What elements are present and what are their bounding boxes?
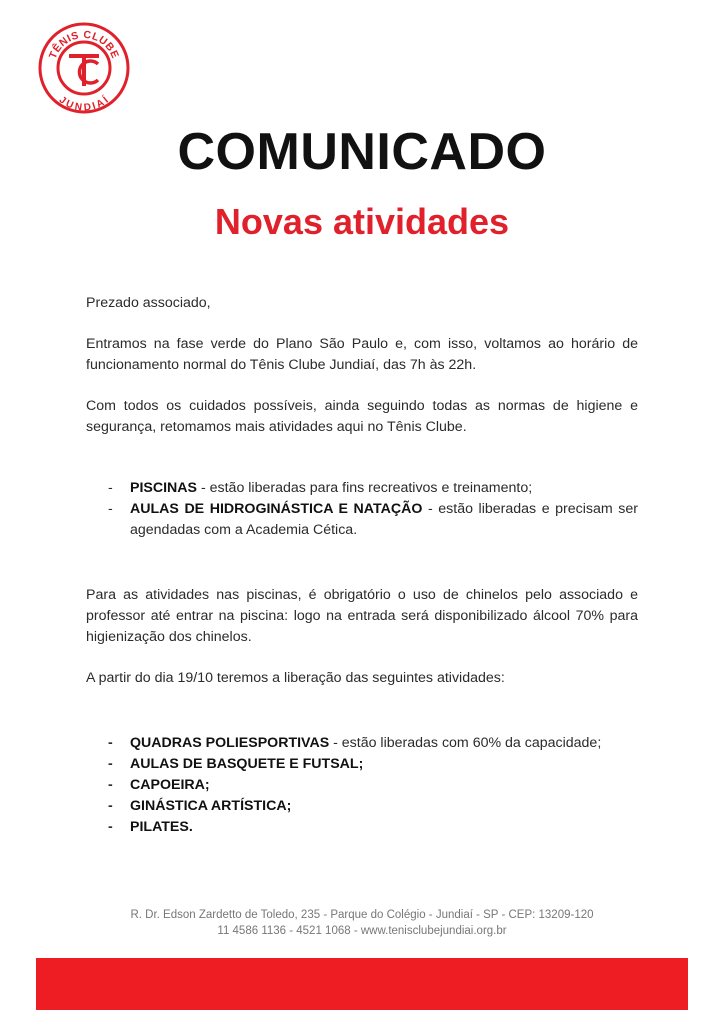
list-item-desc: - estão liberadas e precisam ser agendadas com a Academia Cética.: [130, 501, 638, 538]
list-item-title: CAPOEIRA;: [130, 777, 210, 793]
list-dash: -: [108, 756, 113, 772]
footer-contact: 11 4586 1136 - 4521 1068 - www.tenisclubejundiai.org.br: [217, 925, 507, 937]
list-dash: -: [108, 798, 113, 814]
list-item: [86, 754, 638, 775]
list-item-title: QUADRAS POLIESPORTIVAS: [130, 735, 330, 751]
list-item: [86, 817, 638, 838]
list-dash: -: [108, 501, 113, 517]
logo-monogram: [69, 56, 99, 86]
greeting: Prezado associado,: [86, 295, 211, 311]
list-item-title: PISCINAS: [130, 480, 198, 496]
footer-red-bar: [36, 958, 688, 1010]
list-item-title: AULAS DE BASQUETE E FUTSAL;: [130, 756, 364, 772]
list-item-title: PILATES.: [130, 819, 193, 835]
paragraph-slippers: Para as atividades nas piscinas, é obrigatório o uso de chinelos pelo associado e professor até entrar na piscina: logo na entrada será disponibilizado álcool 70% para higienização dos chinelos.: [86, 587, 638, 645]
list-dash: -: [108, 819, 113, 835]
activities-list-release: [86, 733, 638, 838]
list-item: [86, 499, 638, 541]
page-title: COMUNICADO: [177, 123, 547, 181]
paragraph-care: Com todos os cuidados possíveis, ainda seguindo todas as normas de higiene e segurança, retomamos mais atividades aqui no Tênis Clube.: [86, 398, 638, 435]
list-item: [86, 478, 638, 499]
list-dash: -: [108, 777, 113, 793]
club-logo: [38, 22, 130, 114]
list-dash: -: [108, 735, 113, 751]
list-dash: -: [108, 480, 113, 496]
list-item-desc: - estão liberadas para fins recreativos e treinamento;: [197, 480, 533, 496]
paragraph-release-date: A partir do dia 19/10 teremos a liberação das seguintes atividades:: [86, 670, 505, 686]
footer: [0, 907, 724, 939]
activities-list-pools: [86, 478, 638, 541]
list-item-title: AULAS DE HIDROGINÁSTICA E NATAÇÃO: [130, 501, 423, 517]
list-item-desc: - estão liberadas com 60% da capacidade;: [329, 735, 602, 751]
list-item: [86, 775, 638, 796]
list-item-title: GINÁSTICA ARTÍSTICA;: [130, 798, 292, 814]
list-item: [86, 733, 638, 754]
document-body: [86, 293, 638, 838]
footer-address: R. Dr. Edson Zardetto de Toledo, 235 - Parque do Colégio - Jundiaí - SP - CEP: 13209-120: [130, 909, 594, 921]
paragraph-phase: Entramos na fase verde do Plano São Paulo e, com isso, voltamos ao horário de funcionamento normal do Tênis Clube Jundiaí, das 7h às 22h.: [86, 336, 638, 373]
logo-bottom-text: JUNDIAÍ: [56, 94, 112, 114]
page-subtitle: Novas atividades: [214, 201, 510, 242]
logo-monogram-text: TC: [84, 72, 86, 73]
list-item: [86, 796, 638, 817]
logo-top-text: TÊNIS CLUBE: [46, 28, 122, 61]
